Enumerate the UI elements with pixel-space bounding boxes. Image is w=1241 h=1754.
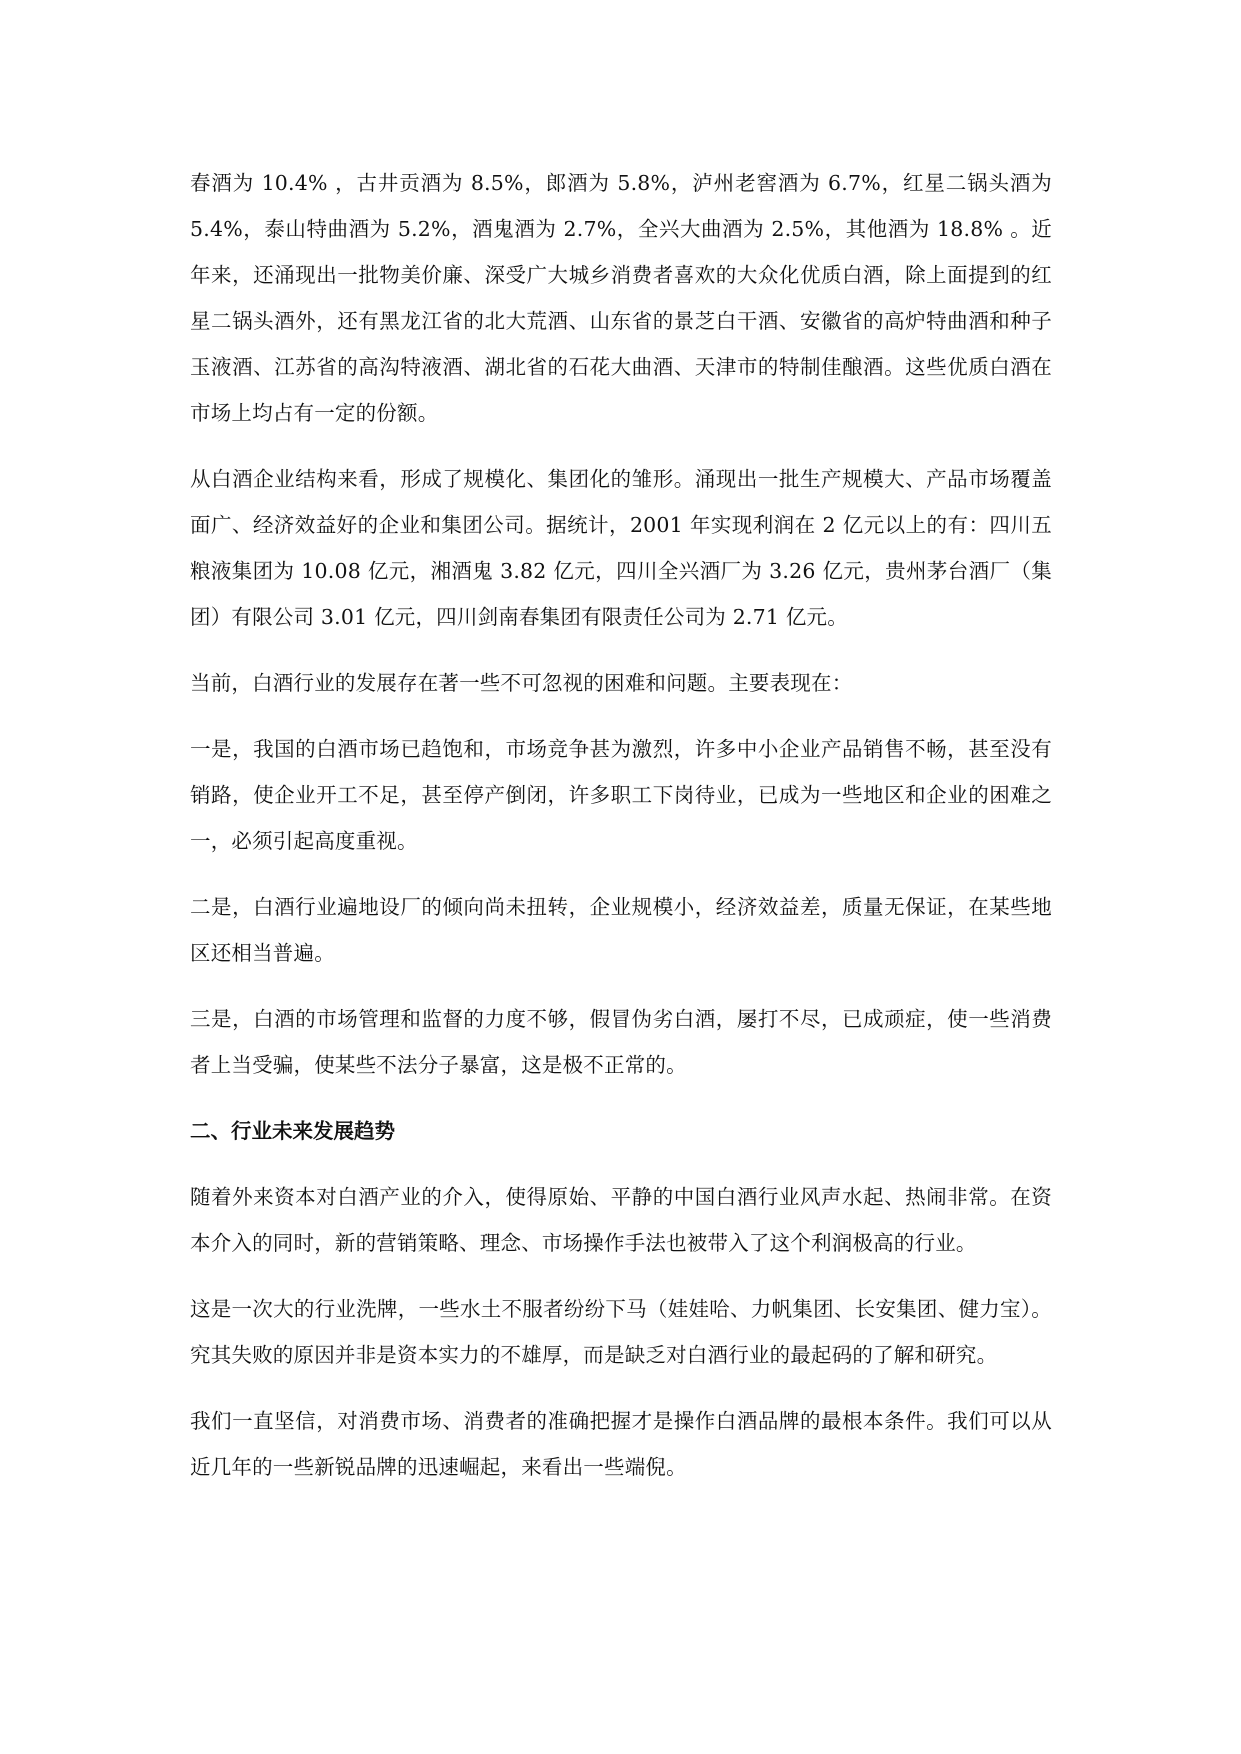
paragraph-current-problems: 当前，白酒行业的发展存在著一些不可忽视的困难和问题。主要表现在： (190, 671, 853, 695)
paragraph-consumer-insight: 我们一直坚信，对消费市场、消费者的准确把握才是操作白酒品牌的最根本条件。我们可以从近几年的一些新锐品牌的迅速崛起，来看出一些端倪。 (190, 1409, 1052, 1479)
document-page (190, 160, 1052, 1490)
paragraph-enterprise-structure: 从白酒企业结构来看，形成了规模化、集团化的雏形。涌现出一批生产规模大、产品市场覆盖面广、经济效益好的企业和集团公司。据统计，2001 年实现利润在 2 亿元以上的有：四川五粮液集团为 10.08 亿元，湘酒鬼 3.82 亿元，四川全兴酒厂为 3.26 亿元，贵州茅台酒厂（集团）有限公司 3.01 亿元，四川剑南春集团有限责任公司为 2.71 亿元。 (190, 467, 1052, 629)
paragraph-market-share: 春酒为 10.4% ，古井贡酒为 8.5%，郎酒为 5.8%，泸州老窖酒为 6.7%，红星二锅头酒为 5.4%，泰山特曲酒为 5.2%，酒鬼酒为 2.7%，全兴大曲酒为 2.5%，其他酒为 18.8% 。近年来，还涌现出一批物美价廉、深受广大城乡消费者喜欢的大众化优质白酒，除上面提到的红星二锅头酒外，还有黑龙江省的北大荒酒、山东省的景芝白干酒、安徽省的高炉特曲酒和种子玉液酒、江苏省的高沟特液酒、湖北省的石花大曲酒、天津市的特制佳酿酒。这些优质白酒在市场上均占有一定的份额。 (190, 171, 1052, 425)
paragraph-problem-two: 二是，白酒行业遍地设厂的倾向尚未扭转，企业规模小，经济效益差，质量无保证，在某些地区还相当普遍。 (190, 895, 1052, 965)
paragraph-industry-reshuffle: 这是一次大的行业洗牌，一些水土不服者纷纷下马（娃娃哈、力帆集团、长安集团、健力宝）。究其失败的原因并非是资本实力的不雄厚，而是缺乏对白酒行业的最起码的了解和研究。 (190, 1297, 1052, 1367)
paragraph-problem-one: 一是，我国的白酒市场已趋饱和，市场竞争甚为激烈，许多中小企业产品销售不畅，甚至没有销路，使企业开工不足，甚至停产倒闭，许多职工下岗待业，已成为一些地区和企业的困难之一，必须引起高度重视。 (190, 737, 1052, 853)
paragraph-capital-entry: 随着外来资本对白酒产业的介入，使得原始、平静的中国白酒行业风声水起、热闹非常。在资本介入的同时，新的营销策略、理念、市场操作手法也被带入了这个利润极高的行业。 (190, 1185, 1052, 1255)
paragraph-problem-three: 三是，白酒的市场管理和监督的力度不够，假冒伪劣白酒，屡打不尽，已成顽症，使一些消费者上当受骗，使某些不法分子暴富，这是极不正常的。 (190, 1007, 1052, 1077)
section-heading: 二、行业未来发展趋势 (190, 1119, 395, 1143)
